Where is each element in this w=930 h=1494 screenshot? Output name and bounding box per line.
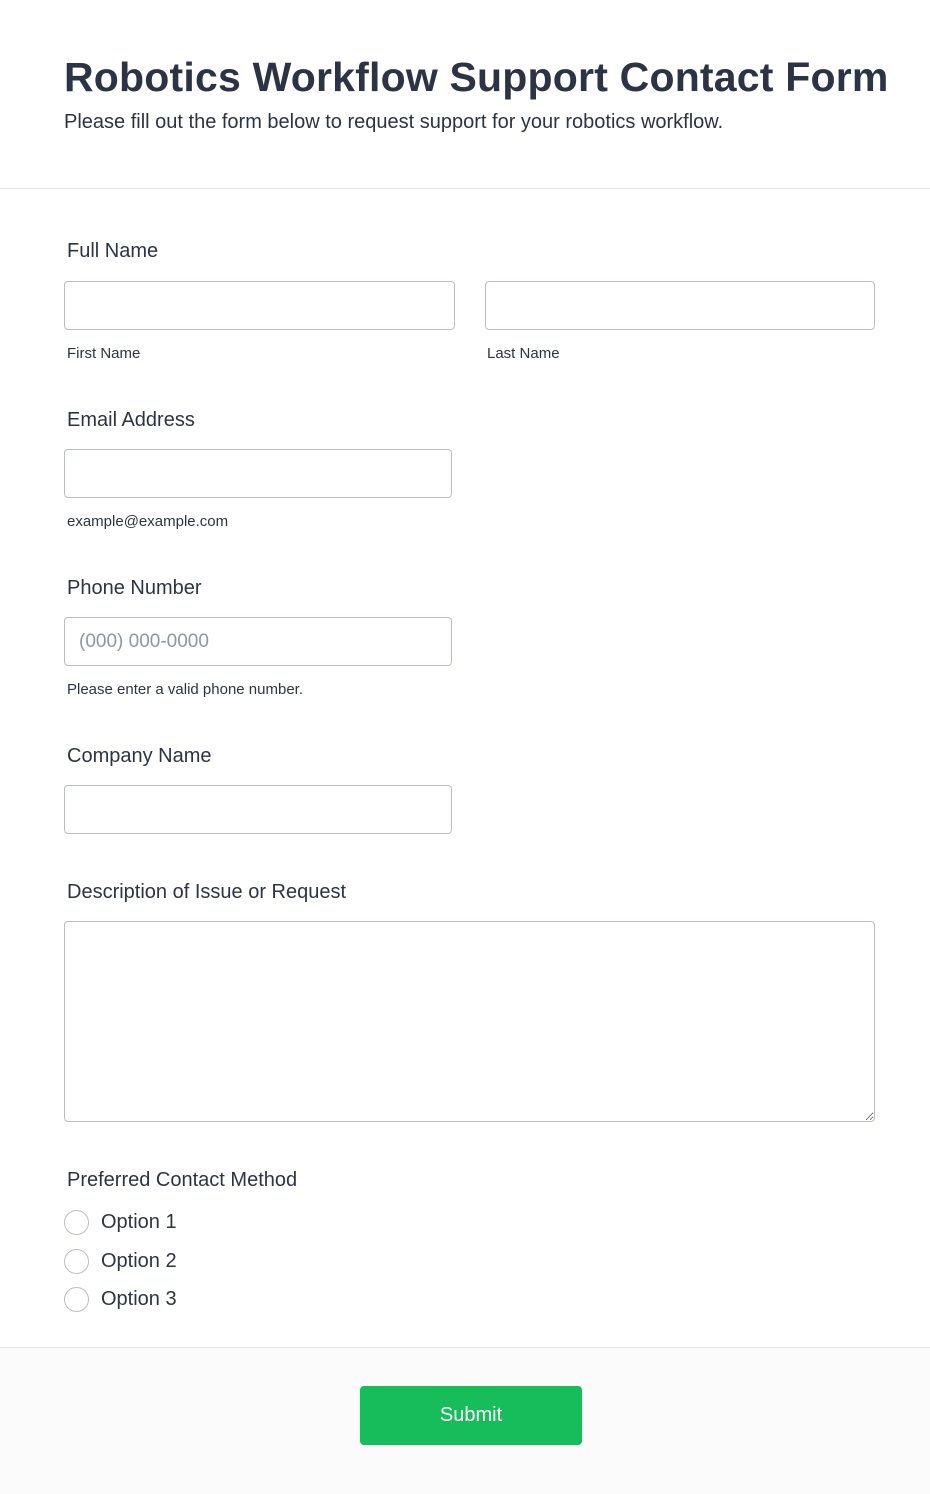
phone-sublabel: Please enter a valid phone number. [67,681,303,698]
description-label: Description of Issue or Request [67,881,347,903]
contact-option-label[interactable]: Option 1 [101,1211,177,1233]
contact-option-label[interactable]: Option 2 [101,1250,177,1272]
contact-method-label: Preferred Contact Method [67,1169,298,1191]
radio-circle-icon[interactable] [64,1249,89,1274]
radio-circle-icon[interactable] [64,1210,89,1235]
last-name-input[interactable] [485,281,875,330]
submit-button[interactable]: Submit [360,1386,582,1445]
phone-label: Phone Number [67,577,202,599]
description-textarea[interactable] [64,921,875,1122]
form-footer [0,1347,930,1494]
phone-input[interactable] [64,617,452,666]
company-input[interactable] [64,785,452,834]
email-label: Email Address [67,409,195,431]
company-label: Company Name [67,745,212,767]
form-subtitle: Please fill out the form below to request support for your robotics workflow. [64,111,724,133]
first-name-sublabel: First Name [67,345,141,362]
email-input[interactable] [64,449,452,498]
contact-option-label[interactable]: Option 3 [101,1288,177,1310]
first-name-input[interactable] [64,281,455,330]
last-name-sublabel: Last Name [487,345,560,362]
form-header [0,0,930,189]
email-sublabel: example@example.com [67,513,229,530]
radio-circle-icon[interactable] [64,1287,89,1312]
form-title: Robotics Workflow Support Contact Form [64,54,889,100]
full-name-label: Full Name [67,240,159,262]
